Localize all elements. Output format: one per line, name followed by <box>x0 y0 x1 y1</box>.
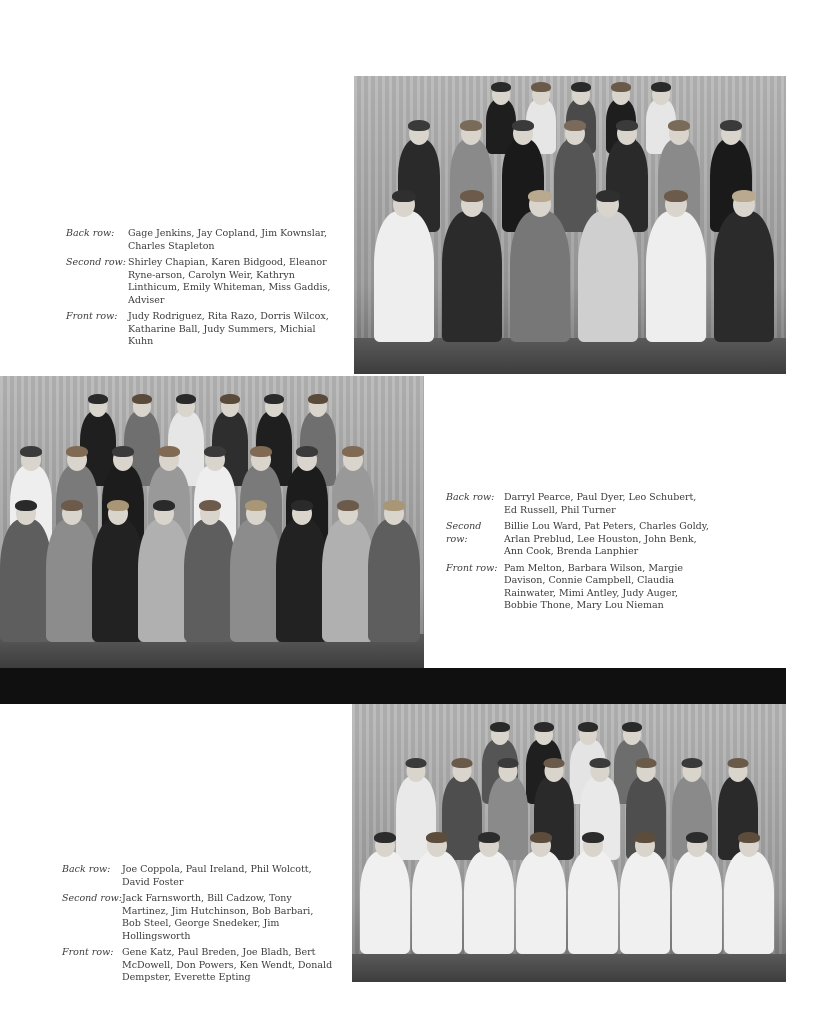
person-figure <box>368 502 420 642</box>
person-figure <box>672 834 722 954</box>
person-figure <box>442 192 502 342</box>
person-figure <box>412 834 462 954</box>
person-figure <box>464 834 514 954</box>
person-figure <box>0 502 52 642</box>
row-label: Front row: <box>446 562 498 574</box>
caption-middle <box>446 492 712 617</box>
person-figure <box>374 192 434 342</box>
caption-row <box>446 521 712 559</box>
caption-row <box>446 563 712 613</box>
page-margin <box>788 0 840 1024</box>
person-figure <box>516 834 566 954</box>
row-names: Judy Rodriguez, Rita Razo, Dorris Wilcox, Katharine Ball, Judy Summers, Michial Kuhn <box>128 311 329 347</box>
person-figure <box>138 502 190 642</box>
caption-row <box>62 864 334 889</box>
caption-row <box>62 893 334 943</box>
row-names: Shirley Chapian, Karen Bidgood, Eleanor Ryne-arson, Carolyn Weir, Kathryn Linthicum, Emily Whiteman, Miss Gaddis, Adviser <box>128 257 331 306</box>
group-photo-bottom <box>352 704 786 982</box>
caption-row <box>62 947 334 985</box>
person-figure <box>578 192 638 342</box>
row-label: Second row: <box>446 521 482 545</box>
row-names: Darryl Pearce, Paul Dyer, Leo Schubert, Ed Russell, Phil Turner <box>504 492 697 516</box>
caption-row <box>66 228 342 253</box>
person-figure <box>276 502 328 642</box>
row-label: Back row: <box>62 864 111 875</box>
person-figure <box>646 192 706 342</box>
person-figure <box>568 834 618 954</box>
caption-bottom <box>62 864 334 989</box>
row-label: Front row: <box>62 947 114 958</box>
row-names: Billie Lou Ward, Pat Peters, Charles Goldy, Arlan Preblud, Lee Houston, John Benk, Ann Cook, Brenda Lanphier <box>504 521 709 557</box>
row-label: Back row: <box>66 228 115 239</box>
row-label: Second row: <box>62 893 122 904</box>
person-figure <box>724 834 774 954</box>
row-names: Gage Jenkins, Jay Copland, Jim Kownslar, Charles Stapleton <box>128 228 328 252</box>
person-figure <box>184 502 236 642</box>
group-photo-middle <box>0 376 424 668</box>
row-names: Joe Coppola, Paul Ireland, Phil Wolcott, David Foster <box>122 864 312 888</box>
row-label: Second row: <box>66 257 126 268</box>
row-names: Gene Katz, Paul Breden, Joe Bladh, Bert McDowell, Don Powers, Ken Wendt, Donald Dempster, Everette Epting <box>122 947 333 983</box>
person-figure <box>230 502 282 642</box>
caption-row <box>66 311 342 349</box>
group-photo-top <box>354 76 786 374</box>
person-figure <box>92 502 144 642</box>
caption-top <box>66 228 342 353</box>
row-names: Pam Melton, Barbara Wilson, Margie Davison, Connie Campbell, Claudia Rainwater, Mimi Antley, Judy Auger, Bobbie Thone, Mary Lou Nieman <box>504 562 683 611</box>
row-label: Front row: <box>66 311 118 322</box>
person-figure <box>620 834 670 954</box>
caption-row <box>66 257 342 307</box>
person-figure <box>714 192 774 342</box>
row-label: Back row: <box>446 492 495 503</box>
person-figure <box>360 834 410 954</box>
dark-band <box>0 668 786 704</box>
caption-row <box>446 492 712 517</box>
person-figure <box>510 192 570 342</box>
person-figure <box>46 502 98 642</box>
person-figure <box>322 502 374 642</box>
row-names: Jack Farnsworth, Bill Cadzow, Tony Martinez, Jim Hutchinson, Bob Barbari, Bob Steel, George Snedeker, Jim Hollingsworth <box>122 893 314 942</box>
